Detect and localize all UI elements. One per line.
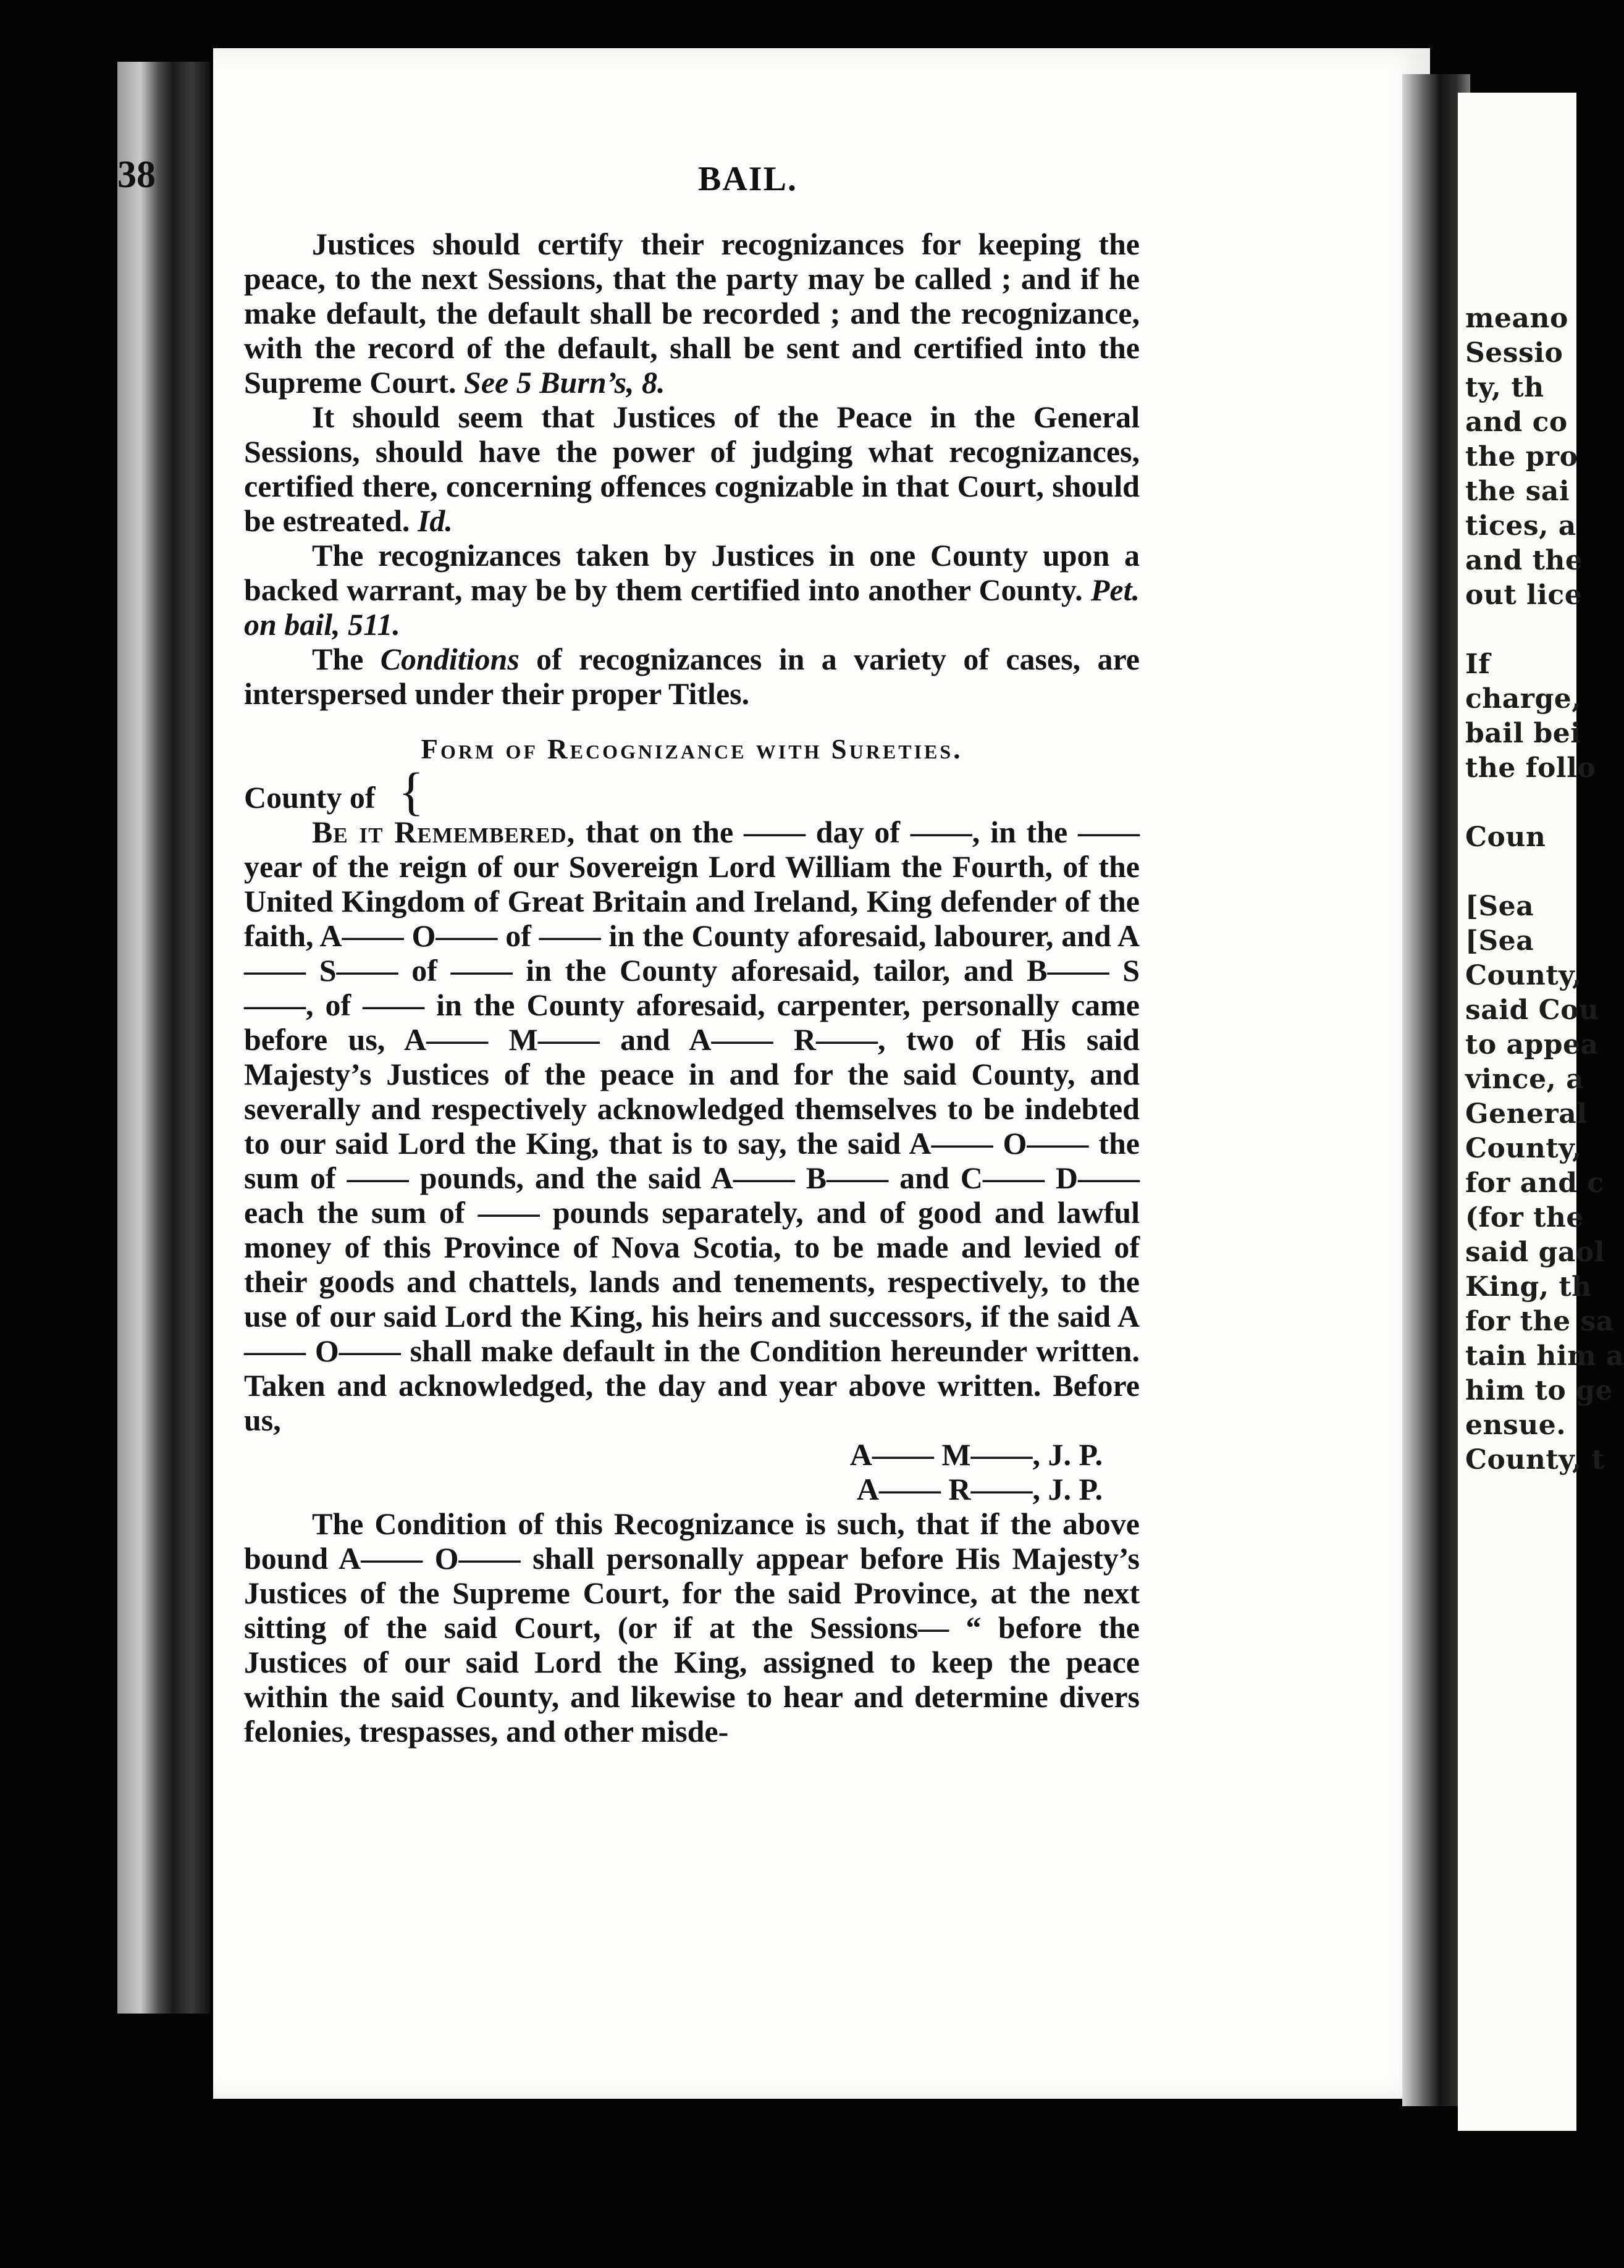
next-page-line: vince, a	[1465, 1064, 1584, 1095]
next-page-line: the follo	[1465, 752, 1596, 784]
be-it-remembered: Be it Remembered,	[312, 815, 576, 849]
condition-body: The Condition of this Recognizance is such, that if the above bound A—— O—— shall personally appear before His Majesty’s Justices of the Supreme Court, for the said Province, at the next sitting of the said Court, (or if at the Sessions— “ before the Justices of our said Lord the King, assigned to keep the peace within the said County, and likewise to hear and determine divers felonies, trespasses, and other misde-	[244, 1506, 1140, 1749]
next-page-line: tain him a	[1465, 1340, 1624, 1372]
next-page-line: to appea	[1465, 1029, 1599, 1060]
next-page-line: meano	[1465, 303, 1568, 334]
next-page-line: the sai	[1465, 476, 1570, 507]
next-page-line: and co	[1465, 406, 1568, 438]
citation: See 5 Burn’s, 8.	[464, 365, 665, 400]
next-page-line: bail bei	[1465, 718, 1581, 749]
next-page-line: out lice	[1465, 579, 1583, 611]
next-page-line: and the	[1465, 545, 1583, 576]
next-page-line: Coun	[1465, 821, 1546, 853]
next-page-line: [Sea	[1465, 891, 1534, 922]
next-page-line: charge,	[1465, 683, 1582, 715]
next-page-fragment	[1458, 93, 1624, 2131]
page-body	[244, 227, 1140, 1749]
next-page-line: King, th	[1465, 1271, 1592, 1303]
next-page-line: General	[1465, 1098, 1588, 1130]
paragraph-text: It should seem that Justices of the Peace in the General Sessions, should have the power of judging what recognizances, certified there, concerning offences cognizable in that Court, should be estreated.	[244, 400, 1140, 538]
emphasis: Conditions	[380, 642, 520, 676]
next-page-line: If	[1465, 649, 1491, 680]
paragraph-text: The recognizances taken by Justices in one County upon a backed warrant, may be by them certified into another County.	[244, 538, 1140, 607]
citation: Pet. on bail, 511.	[244, 573, 1140, 642]
page-number: 38	[117, 154, 156, 196]
paragraph-text: Justices should certify their recognizances for keeping the peace, to the next Sessions, that the party may be called ; and if he make default, the default shall be recorded ; and the recognizance, with the record of the default, shall be sent and certified into the Supreme Court.	[244, 227, 1140, 400]
form-heading: Form of Recognizance with Sureties.	[421, 734, 963, 765]
next-page-line: (for the	[1465, 1202, 1584, 1233]
county-line	[244, 762, 1140, 821]
citation: Id.	[417, 503, 453, 538]
next-page-line: ty, th	[1465, 372, 1544, 403]
next-page-line: for the sa	[1465, 1306, 1614, 1337]
paragraph-text: of recognizances in a variety of cases, are interspersed under their proper Titles.	[244, 642, 1140, 711]
next-page-line: County, t	[1465, 1444, 1605, 1476]
next-page-line: said gaol	[1465, 1237, 1605, 1268]
paragraph-conditions	[244, 642, 1140, 711]
next-page-line: ensue.	[1465, 1409, 1567, 1441]
next-page-line: County,	[1465, 1133, 1582, 1164]
next-page-line: him to ge	[1465, 1375, 1613, 1406]
next-page-line: Sessio	[1465, 337, 1563, 369]
recognizance-text: that on the —— day of ——, in the —— year of the reign of our Sovereign Lord William the Fourth, of the United Kingdom of Great Britain and Ireland, King defender of the faith, A—— O—— of —— in the County aforesaid, labourer, and A—— S—— of —— in the County aforesaid, tailor, and B—— S——, of —— in the County aforesaid, carpenter, personally came before us, A—— M—— and A—— R——, two of His said Majesty’s Justices of the peace in and for the said County, and severally and respectively acknowledged themselves to be indebted to our said Lord the King, that is to say, the said A—— O—— the sum of —— pounds, and the said A—— B—— and C—— D—— each the sum of —— pounds separately, and of good and lawful money of this Province of Nova Scotia, to be made and levied of their goods and chattels, lands and tenements, respectively, to the use of our said Lord the King, his heirs and successors, if the said A—— O—— shall make default in the Condition hereunder written. Taken and acknowledged, the day and year above written. Before us,	[244, 815, 1140, 1437]
next-page-line: said Cou	[1465, 994, 1599, 1026]
signature-line-2: A—— R——, J. P.	[856, 1472, 1103, 1506]
signature-line-1: A—— M——, J. P.	[849, 1437, 1103, 1472]
brace-glyph: {	[398, 762, 424, 821]
next-page-line: the pro	[1465, 441, 1578, 472]
paragraph-backed-warrant	[244, 538, 1140, 642]
next-page-line: tices, a	[1465, 510, 1576, 542]
next-page-line: [Sea	[1465, 925, 1534, 957]
recognizance-body	[244, 815, 1140, 1437]
next-page-line: for and c	[1465, 1167, 1604, 1199]
paragraph-certify	[244, 227, 1140, 400]
paragraph-text: The	[312, 642, 364, 676]
paragraph-sessions	[244, 400, 1140, 538]
running-title: BAIL.	[698, 160, 797, 198]
county-label: County of	[244, 780, 376, 815]
next-page-line: County,	[1465, 960, 1582, 991]
book-fore-edge	[117, 62, 210, 2014]
